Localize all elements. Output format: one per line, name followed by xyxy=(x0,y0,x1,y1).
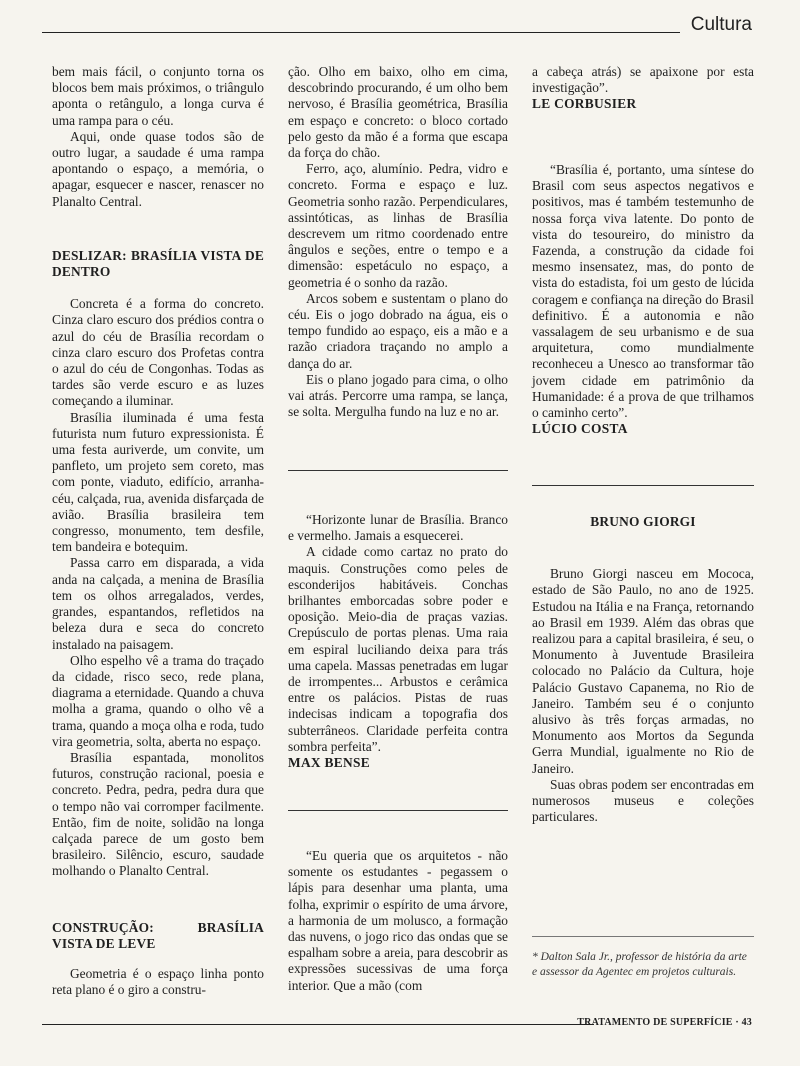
quote-paragraph: A cidade como cartaz no prato do maquis. Construções como peles de esconderijos habitáveis. Conchas brilhantes emborcadas sobre poder e oposição. Meio-dia de praças vazias. Crepúsculo de portas plenas. Uma raia em espiral luciliando deixa para trás uma capela. Massas penetradas em lugar de irrompentes... Arbustos e cerâmica entre os palácios. Pistas de ruas indecisas indicam a topografia dos subterrâneos. Claridade perfeita contra sombra perfeita”. xyxy=(288,544,508,754)
footer-rule xyxy=(42,1024,594,1025)
column-3 xyxy=(532,64,754,113)
quote-max-bense xyxy=(288,512,508,771)
divider xyxy=(532,485,754,486)
quote-author: LÚCIO COSTA xyxy=(532,421,628,437)
body-paragraph: Passa carro em disparada, a vida anda na calçada, a menina de Brasília tem os olhos arregalados, verdes, grandes, espantandos, refletidos na beleza dura e seca do concreto instalado na paisagem. xyxy=(52,555,264,652)
body-paragraph: Concreta é a forma do concreto. Cinza claro escuro dos prédios contra o azul do céu de Brasília recordam o cinza claro escuro dos Profetas contra o azul do céu de Congonhas. Todas as tardes são verde escuro e as luzes começando a iluminar. xyxy=(52,296,264,409)
bio-paragraph: Bruno Giorgi nasceu em Mococa, estado de São Paulo, no ano de 1925. Estudou na Itália e na França, retornando ao Brasil em 1939. Além das obras que realizou para a capital brasileira, é seu, o Monumento à Juventude Brasileira colocado no Palácio da Cultura, hoje Palácio Gustavo Capanema, no Rio de Janeiro. Também seu é o conjunto alusivo às três forças armadas, no Monumento aos Mortos da Segunda Gerra Mundial, igualmente no Rio de Janeiro. xyxy=(532,566,754,776)
header-rule xyxy=(42,32,680,33)
quote-author: LE CORBUSIER xyxy=(532,96,637,112)
body-paragraph: Brasília espantada, monolitos futuros, construção racional, poesia e concreto. Pedra, pedra, pedra dura que o tempo não vai corromper facilmente. Então, fim de noite, solidão na longa calçada parece de um gosto bem brasileiro. Silêncio, escuro, saudade molhando o Planalto Central. xyxy=(52,749,264,879)
intro-paragraph-2: Aqui, onde quase todos são de outro lugar, a saudade é uma rampa apontando o espaço, a memória, o apagar, esquecer e nascer, renascer no Planalto Central. xyxy=(52,128,264,209)
bio-section xyxy=(532,514,754,825)
footnote: * Dalton Sala Jr., professor de história da arte e assessor da Agentec em projetos culturais. xyxy=(532,951,747,978)
section-label: Cultura xyxy=(690,14,752,35)
body-paragraph: Geometria é o espaço linha ponto reta plano é o giro a constru- xyxy=(52,965,264,998)
quote-le-corbusier xyxy=(288,848,508,994)
body-paragraph: Arcos sobem e sustentam o plano do céu. Eis o jogo dobrado na água, eis o tempo fundido ao espaço, eis a mão e a razão criadora traçando no amplo a dança do ar. xyxy=(288,290,508,371)
divider xyxy=(288,470,508,471)
bio-paragraph: Suas obras podem ser encontradas em numerosos museus e coleções particulares. xyxy=(532,776,754,825)
page-footer: TRATAMENTO DE SUPERFÍCIE · 43 xyxy=(577,1017,752,1028)
column-2 xyxy=(288,64,508,420)
quote-author: MAX BENSE xyxy=(288,755,370,771)
footnote-rule xyxy=(532,936,754,937)
quote-paragraph: a cabeça atrás) se apaixone por esta investigação”. xyxy=(532,64,754,96)
bio-title: BRUNO GIORGI xyxy=(590,514,696,529)
intro-paragraph-1: bem mais fácil, o conjunto torna os blocos bem mais próximos, o triângulo aponta o retângulo, a longa curva é uma rampa para o céu. xyxy=(52,64,264,128)
column-1 xyxy=(52,64,264,998)
body-paragraph: ção. Olho em baixo, olho em cima, descobrindo procurando, é um olho bem nervoso, é Brasília geométrica, Brasília em espaço e concreto: o bloco cortado pelo gesto da mão é a forma que escapa da força do chão. xyxy=(288,64,508,161)
quote-paragraph: “Eu queria que os arquitetos - não somente os estudantes - pegassem o lápis para desenhar uma planta, uma folha, exprimir o espírito de uma árvore, a harmonia de um molusco, a formação das nuvens, o jogo rico das ondas que se espalham sobre a areia, para descobrir as expressões sucessivas de uma força interior. Que a mão (com xyxy=(288,848,508,993)
quote-paragraph: “Horizonte lunar de Brasília. Branco e vermelho. Jamais a esquecerei. xyxy=(288,512,508,544)
body-paragraph: Olho espelho vê a trama do traçado da cidade, risco seco, rede plana, diagrama a eternidade. Quando a chuva molha a grama, quando o olho vê a trama, quando a moça olha e roda, tudo vira geometria, solta, aberta no espaço. xyxy=(52,652,264,749)
body-paragraph: Brasília iluminada é uma festa futurista num futuro expressionista. É uma festa auriverde, um convite, um panfleto, um projeto sem coreto, mas com ponte, viaduto, edifício, arranha-céu, calçada, rua, avenida disfarçada de avião. Brasília brasileira tem congresso, monumento, tem desfile, tem bandeira e botequim. xyxy=(52,409,264,555)
section-heading-construcao: CONSTRUÇÃO: BRASÍLIA VISTA DE LEVE xyxy=(52,919,264,951)
quote-paragraph: “Brasília é, portanto, uma síntese do Brasil com seus aspectos negativos e positivos, mas é também testemunho de nossa força viva latente. Do ponto de vista do tesoureiro, do ministro da Fazenda, a construção da cidade foi mesmo insensatez, mas, do ponto de vista do estadista, foi um gesto de lúcida coragem e confiança na direção do Brasil definitivo. É a autonomia e não vassalagem de seu urbanismo e de sua arquitetura, como mundialmente reconheceu a Unesco ao transformar tão jovem cidade em patrimônio da Humanidade: é a prova de que trilhamos o caminho certo”. xyxy=(532,162,754,421)
divider xyxy=(288,810,508,811)
body-paragraph: Ferro, aço, alumínio. Pedra, vidro e concreto. Forma e espaço e luz. Geometria sonho razão. Perpendiculares, assintóticas, as linhas de Brasília descrevem um ritmo coordenado entre ângulos e seções, entre o tempo e a dimensão: espetáculo no espaço, a geometria é o sonho da razão. xyxy=(288,161,508,290)
section-heading-deslizar: DESLIZAR: BRASÍLIA VISTA DE DENTRO xyxy=(52,247,264,280)
body-paragraph: Eis o plano jogado para cima, o olho vai atrás. Percorre uma rampa, se lança, se solta. Mergulha fundo na luz e no ar. xyxy=(288,371,508,420)
quote-lucio-costa xyxy=(532,162,754,437)
